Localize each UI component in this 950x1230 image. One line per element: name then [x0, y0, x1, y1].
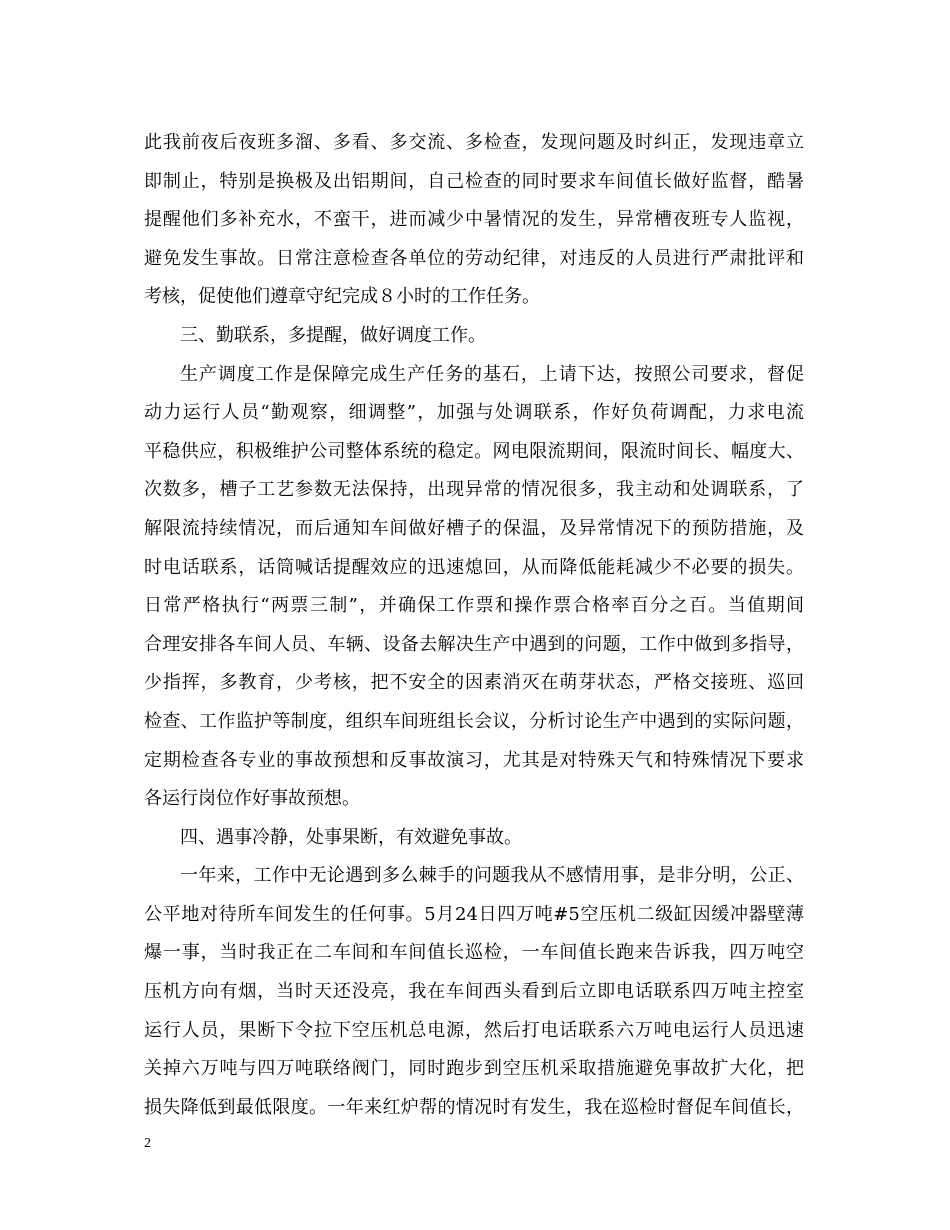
section-heading-3: 三、勤联系，多提醒，做好调度工作。	[180, 324, 486, 346]
section-heading-4: 四、遇事冷静，处事果断，有效避免事故。	[180, 826, 522, 848]
text-line: 考核，促使他们遵章守纪完成８小时的工作任务。	[144, 286, 540, 308]
text-line: 平稳供应，积极维护公司整体系统的稳定。网电限流期间，限流时间长、幅度大、	[144, 440, 804, 462]
text-line: 检查、工作监护等制度，组织车间班组长会议，分析讨论生产中遇到的实际问题，	[144, 710, 804, 732]
page-number: 2	[144, 1136, 151, 1151]
text-line: 日常严格执行“两票三制”，并确保工作票和操作票合格率百分之百。当值期间	[144, 595, 804, 617]
text-line: 次数多，槽子工艺参数无法保持，出现异常的情况很多，我主动和处调联系，了	[144, 479, 804, 501]
text-line: 运行人员，果断下令拉下空压机总电源，然后打电话联系六万吨电运行人员迅速	[144, 1019, 804, 1041]
text-line: 压机方向有烟，当时天还没亮，我在车间西头看到后立即电话联系四万吨主控室	[144, 981, 804, 1003]
text-line: 即制止，特别是换极及出铝期间，自己检查的同时要求车间值长做好监督，酷暑	[144, 170, 804, 192]
text-line: 避免发生事故。日常注意检查各单位的劳动纪律，对违反的人员进行严肃批评和	[144, 247, 804, 269]
paragraph-start: 一年来，工作中无论遇到多么棘手的问题我从不感情用事，是非分明，公正、	[180, 865, 804, 887]
paragraph-start: 生产调度工作是保障完成生产任务的基石，上请下达，按照公司要求，督促	[180, 363, 804, 385]
text-line: 提醒他们多补充水，不蛮干，进而减少中暑情况的发生，异常槽夜班专人监视，	[144, 209, 804, 231]
text-line: 时电话联系，话筒喊话提醒效应的迅速熄回，从而降低能耗减少不必要的损失。	[144, 556, 804, 578]
text-line: 合理安排各车间人员、车辆、设备去解决生产中遇到的问题，工作中做到多指导，	[144, 633, 804, 655]
text-line: 损失降低到最低限度。一年来红炉帮的情况时有发生，我在巡检时督促车间值长，	[144, 1096, 804, 1118]
text-line: 爆一事，当时我正在二车间和车间值长巡检，一车间值长跑来告诉我，四万吨空	[144, 942, 804, 964]
text-line: 动力运行人员“勤观察，细调整”，加强与处调联系，作好负荷调配，力求电流	[144, 402, 804, 424]
text-line: 少指挥，多教育，少考核，把不安全的因素消灭在萌芽状态，严格交接班、巡回	[144, 672, 804, 694]
text-line: 各运行岗位作好事故预想。	[144, 788, 360, 810]
text-line: 此我前夜后夜班多溜、多看、多交流、多检查，发现问题及时纠正，发现违章立	[144, 132, 804, 153]
text-line: 解限流持续情况，而后通知车间做好槽子的保温，及异常情况下的预防措施，及	[144, 517, 804, 539]
text-line: 关掉六万吨与四万吨联络阀门，同时跑步到空压机采取措施避免事故扩大化，把	[144, 1058, 804, 1080]
text-line: 定期检查各专业的事故预想和反事故演习，尤其是对特殊天气和特殊情况下要求	[144, 749, 804, 771]
text-line: 公平地对待所车间发生的任何事。5月24日四万吨#5空压机二级缸因缓冲器壁薄	[144, 903, 804, 925]
body-text	[144, 124, 804, 1127]
